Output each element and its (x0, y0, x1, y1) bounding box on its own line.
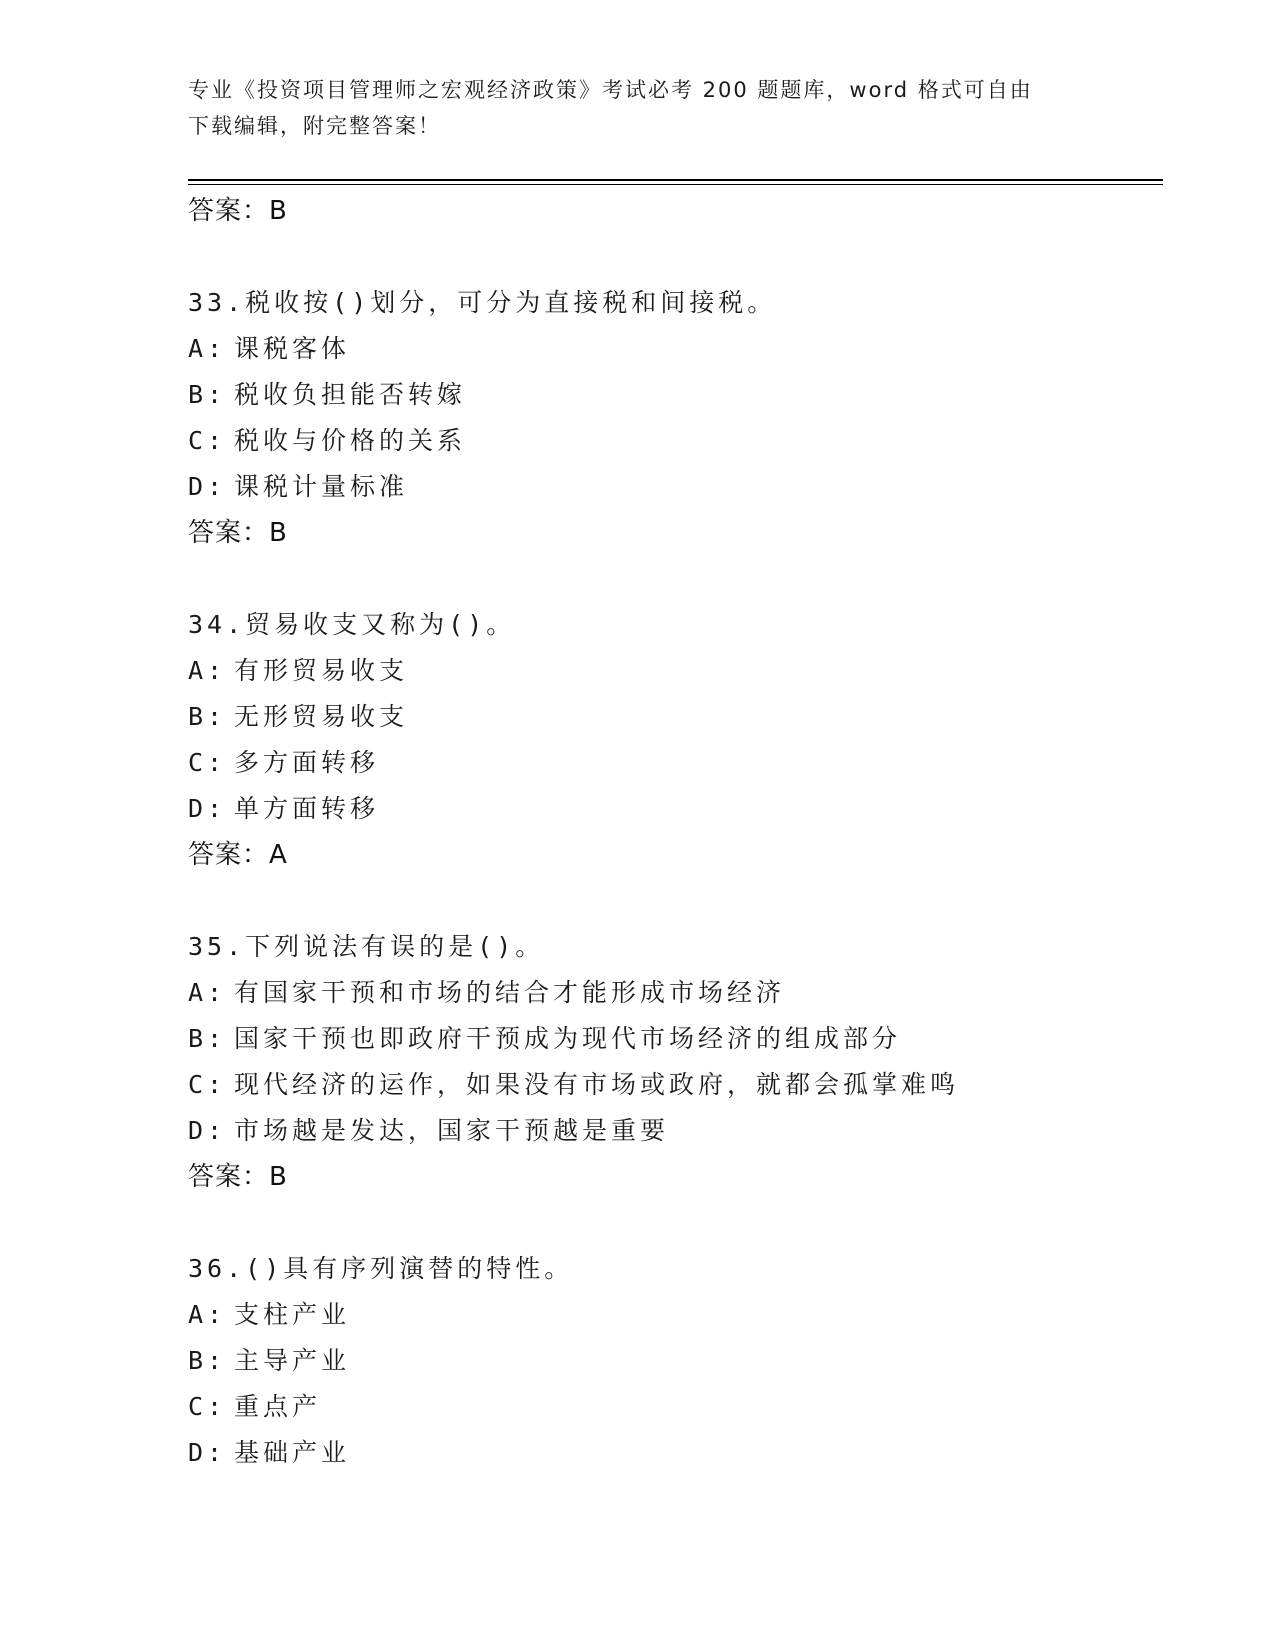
option-text: 无形贸易收支 (234, 702, 409, 731)
option-text: 现代经济的运作，如果没有市场或政府，就都会孤掌难鸣 (234, 1070, 960, 1099)
option-letter: B: (188, 380, 227, 409)
question-text: 33.税收按()划分，可分为直接税和间接税。 (188, 288, 777, 317)
option-c (188, 1384, 1168, 1430)
option-letter: C: (188, 426, 227, 455)
option-d (188, 1108, 1168, 1154)
option-text: 课税客体 (234, 334, 351, 363)
option-letter: D: (188, 794, 227, 823)
option-text: 课税计量标准 (234, 472, 409, 501)
option-text: 重点产 (234, 1392, 322, 1421)
header-rule-thick (188, 179, 1163, 181)
question-text: 36.()具有序列演替的特性。 (188, 1254, 574, 1283)
option-text: 国家干预也即政府干预成为现代市场经济的组成部分 (234, 1024, 902, 1053)
option-letter: A: (188, 1300, 227, 1329)
answer-line: 答案：B (188, 518, 288, 548)
option-text: 税收负担能否转嫁 (234, 380, 467, 409)
spacer (188, 234, 1168, 280)
option-a (188, 970, 1168, 1016)
option-b (188, 1338, 1168, 1384)
option-a (188, 326, 1168, 372)
question-block (188, 280, 1168, 556)
answer-line: 答案：B (188, 196, 288, 226)
option-letter: B: (188, 1024, 227, 1053)
option-letter: A: (188, 978, 227, 1007)
option-c (188, 740, 1168, 786)
spacer (188, 556, 1168, 602)
option-text: 主导产业 (234, 1346, 351, 1375)
option-letter: D: (188, 472, 227, 501)
option-text: 有形贸易收支 (234, 656, 409, 685)
header-rule-thin (188, 184, 1163, 185)
option-d (188, 1430, 1168, 1476)
question-list (188, 188, 1168, 1476)
option-d (188, 786, 1168, 832)
option-letter: B: (188, 1346, 227, 1375)
option-letter: C: (188, 1070, 227, 1099)
option-letter: A: (188, 334, 227, 363)
option-a (188, 648, 1168, 694)
option-text: 基础产业 (234, 1438, 351, 1467)
option-letter: A: (188, 656, 227, 685)
option-b (188, 694, 1168, 740)
question-block (188, 924, 1168, 1200)
option-letter: C: (188, 748, 227, 777)
spacer (188, 878, 1168, 924)
option-letter: C: (188, 1392, 227, 1421)
option-text: 单方面转移 (234, 794, 380, 823)
header-line-1: 专业《投资项目管理师之宏观经济政策》考试必考 200 题题库，word 格式可自由 (188, 78, 1033, 102)
option-b (188, 1016, 1168, 1062)
option-c (188, 418, 1168, 464)
option-d (188, 464, 1168, 510)
spacer (188, 1200, 1168, 1246)
option-text: 多方面转移 (234, 748, 380, 777)
question-text: 34.贸易收支又称为()。 (188, 610, 516, 639)
option-b (188, 372, 1168, 418)
option-letter: D: (188, 1116, 227, 1145)
option-text: 市场越是发达，国家干预越是重要 (234, 1116, 670, 1145)
question-text: 35.下列说法有误的是()。 (188, 932, 545, 961)
option-a (188, 1292, 1168, 1338)
option-letter: B: (188, 702, 227, 731)
option-letter: D: (188, 1438, 227, 1467)
option-text: 支柱产业 (234, 1300, 351, 1329)
header-line-2: 下载编辑，附完整答案！ (188, 114, 441, 138)
question-block (188, 602, 1168, 878)
document-header (188, 72, 1088, 144)
answer-line: 答案：A (188, 840, 288, 870)
answer-line: 答案：B (188, 1162, 288, 1192)
question-block (188, 1246, 1168, 1476)
option-text: 税收与价格的关系 (234, 426, 467, 455)
option-text: 有国家干预和市场的结合才能形成市场经济 (234, 978, 786, 1007)
option-c (188, 1062, 1168, 1108)
